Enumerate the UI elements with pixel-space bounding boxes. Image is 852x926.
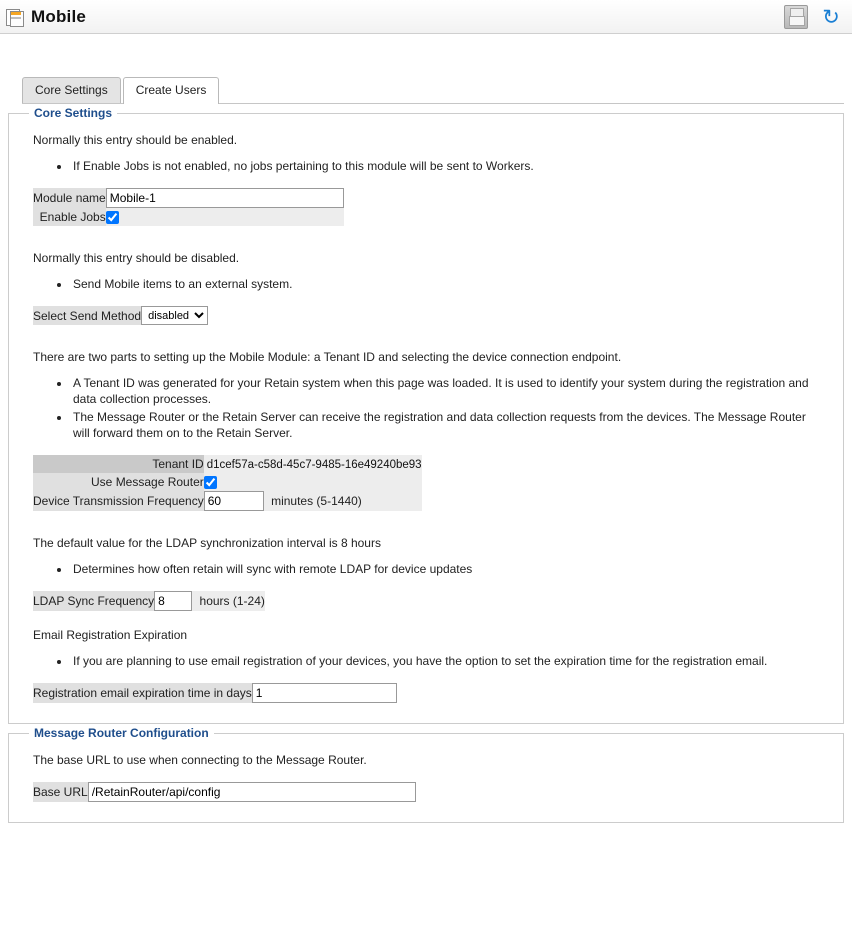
ldap-frequency-cell	[154, 591, 265, 611]
list-item: • Determines how often retain will sync with remote LDAP for device updates	[71, 561, 819, 577]
table-row	[33, 591, 265, 611]
send-method-note: Normally this entry should be disabled.	[33, 251, 240, 265]
ldap-note: The default value for the LDAP synchronization interval is 8 hours	[33, 536, 381, 550]
use-message-router-label: Use Message Router	[33, 473, 204, 491]
ldap-frequency-units: hours (1-24)	[199, 594, 265, 608]
registration-email-input[interactable]	[252, 683, 397, 703]
ldap-bullets	[33, 561, 819, 577]
tab-create-users-label: Create Users	[135, 83, 207, 97]
registration-email-table	[33, 683, 397, 703]
list-item: • If you are planning to use email registration of your devices, you have the option to set the expiration time for the registration email.	[71, 653, 819, 669]
device-frequency-input[interactable]	[204, 491, 264, 511]
table-row	[33, 208, 344, 226]
table-row	[33, 782, 416, 802]
enable-jobs-cell	[106, 208, 344, 226]
registration-email-cell	[252, 683, 397, 703]
table-row	[33, 455, 422, 473]
titlebar-left	[6, 7, 86, 27]
email-registration-bullets	[33, 653, 819, 669]
tenant-id-cell	[204, 455, 422, 473]
table-row	[33, 188, 344, 208]
module-settings-table	[33, 188, 344, 226]
save-icon[interactable]	[784, 5, 808, 29]
message-router-legend: Message Router Configuration	[29, 726, 214, 740]
tab-bar	[0, 34, 852, 104]
send-method-select[interactable]	[141, 306, 208, 325]
titlebar-actions	[784, 5, 842, 29]
enable-jobs-checkbox[interactable]	[106, 211, 119, 224]
list-item: • If Enable Jobs is not enabled, no jobs pertaining to this module will be sent to Workers.	[71, 158, 819, 174]
base-url-table	[33, 782, 416, 802]
send-method-label: Select Send Method	[33, 306, 141, 325]
send-method-cell	[141, 306, 208, 325]
enable-jobs-label: Enable Jobs	[33, 208, 106, 226]
tenant-id-value: d1cef57a-c58d-45c7-9485-16e49240be93	[206, 459, 422, 471]
tab-create-users[interactable]	[123, 77, 220, 104]
list-item: • A Tenant ID was generated for your Retain system when this page was loaded. It is used to identify your system during the registration and data collection processes.	[71, 375, 819, 407]
table-row	[33, 683, 397, 703]
send-method-bullets	[33, 276, 819, 292]
page-title: Mobile	[31, 6, 87, 26]
module-icon	[6, 8, 24, 26]
module-name-input[interactable]	[106, 188, 344, 208]
table-row	[33, 306, 208, 325]
tenant-bullets	[33, 375, 819, 441]
core-settings-body	[9, 114, 843, 711]
message-router-body	[9, 734, 843, 810]
use-message-router-cell	[204, 473, 422, 491]
list-item: • The Message Router or the Retain Server can receive the registration and data collection requests from the devices. The Message Router will forward them on to the Retain Server.	[71, 409, 819, 441]
tab-core-settings[interactable]	[22, 77, 121, 103]
table-row	[33, 473, 422, 491]
ldap-table	[33, 591, 265, 611]
tenant-note: There are two parts to setting up the Mobile Module: a Tenant ID and selecting the device connection endpoint.	[33, 350, 622, 364]
tenant-id-label: Tenant ID	[33, 455, 204, 473]
device-frequency-label: Device Transmission Frequency	[33, 491, 204, 511]
module-name-cell	[106, 188, 344, 208]
ldap-frequency-input[interactable]	[154, 591, 192, 611]
tab-list	[22, 76, 852, 103]
refresh-icon[interactable]: ↻	[822, 4, 840, 29]
window-titlebar	[0, 0, 852, 34]
use-message-router-checkbox[interactable]	[204, 476, 217, 489]
core-settings-panel	[8, 106, 844, 724]
enable-jobs-note: Normally this entry should be enabled.	[33, 133, 238, 147]
tenant-table	[33, 455, 422, 511]
base-url-cell	[88, 782, 416, 802]
device-frequency-cell	[204, 491, 422, 511]
device-frequency-units: minutes (5-1440)	[271, 494, 362, 508]
list-item: • Send Mobile items to an external system.	[71, 276, 819, 292]
module-name-label: Module name	[33, 188, 106, 208]
enable-jobs-bullets	[33, 158, 819, 174]
message-router-panel	[8, 726, 844, 823]
tab-core-settings-label: Core Settings	[35, 83, 108, 97]
base-url-input[interactable]	[88, 782, 416, 802]
base-url-note: The base URL to use when connecting to the Message Router.	[33, 753, 367, 767]
send-method-table	[33, 306, 208, 325]
email-registration-heading: Email Registration Expiration	[33, 628, 188, 642]
registration-email-label: Registration email expiration time in days	[33, 683, 252, 703]
ldap-frequency-label: LDAP Sync Frequency	[33, 591, 154, 611]
core-settings-legend: Core Settings	[29, 106, 117, 120]
base-url-label: Base URL	[33, 782, 88, 802]
table-row	[33, 491, 422, 511]
